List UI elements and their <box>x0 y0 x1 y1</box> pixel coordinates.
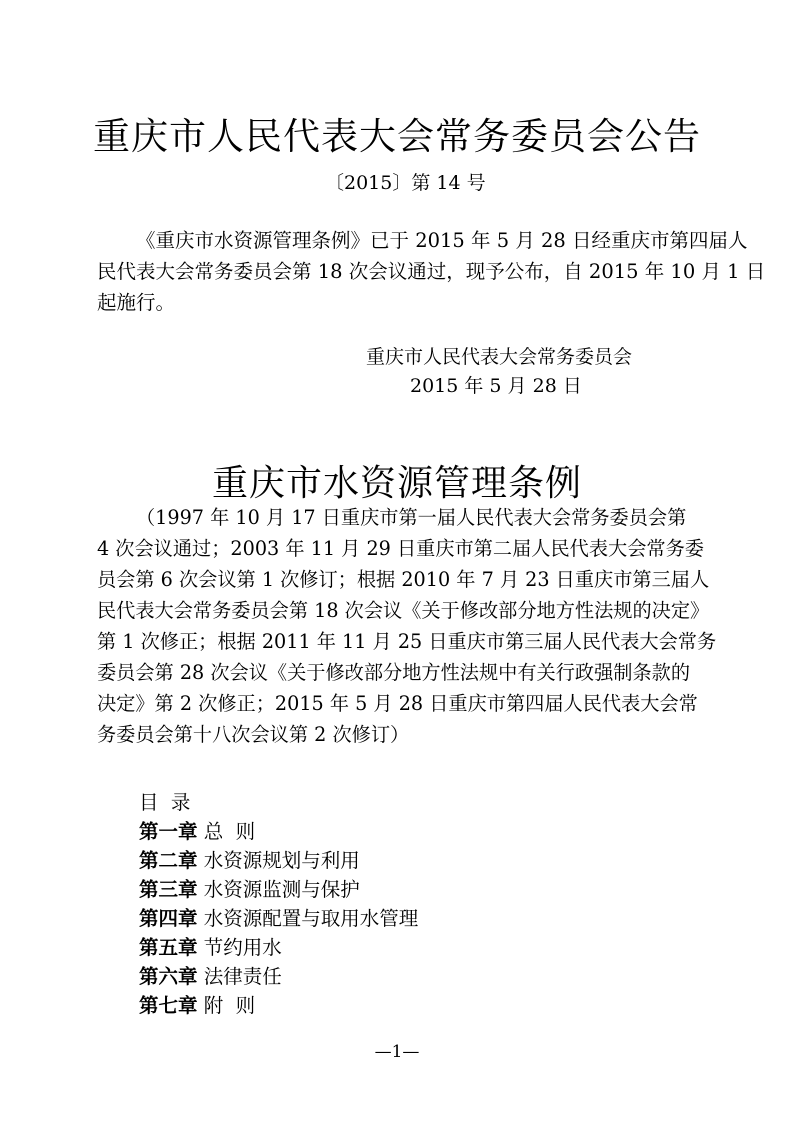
toc-chapter: 第二章 <box>139 849 198 872</box>
history-line-5: 第 1 次修正；根据 2011 年 11 月 25 日重庆市第三届人民代表大会常务 <box>97 630 717 653</box>
toc-chapter-title: 附 则 <box>203 994 256 1017</box>
history-line-1: （1997 年 10 月 17 日重庆市第一届人民代表大会常务委员会第 <box>136 506 687 529</box>
history-line-2: 4 次会议通过；2003 年 11 月 29 日重庆市第二届人民代表大会常务委 <box>97 537 704 560</box>
body-line-3: 起施行。 <box>97 291 176 314</box>
toc-item <box>139 962 418 991</box>
toc-chapter-title: 水资源监测与保护 <box>203 878 360 901</box>
toc-heading: 目 录 <box>139 791 191 814</box>
history-line-6: 委员会第 28 次会议《关于修改部分地方性法规中有关行政强制条款的 <box>97 661 691 684</box>
history-line-4: 民代表大会常务委员会第 18 次会议《关于修改部分地方性法规的决定》 <box>97 599 710 622</box>
toc-chapter: 第五章 <box>139 936 198 959</box>
toc-chapter-title: 节约用水 <box>203 936 282 959</box>
toc-item <box>139 817 418 846</box>
history-line-7: 决定》第 2 次修正；2015 年 5 月 28 日重庆市第四届人民代表大会常 <box>97 692 698 715</box>
toc-item <box>139 991 418 1020</box>
body-line-1: 《重庆市水资源管理条例》已于 2015 年 5 月 28 日经重庆市第四届人 <box>136 229 748 252</box>
signature-org: 重庆市人民代表大会常务委员会 <box>366 346 633 368</box>
regulation-history <box>97 502 716 750</box>
toc-chapter: 第七章 <box>139 994 198 1017</box>
document-number: 〔2015〕第 14 号 <box>325 172 486 194</box>
toc-chapter: 第一章 <box>139 820 198 843</box>
body-line-2: 民代表大会常务委员会第 18 次会议通过，现予公布，自 2015 年 10 月 1 日 <box>97 260 766 283</box>
table-of-contents <box>139 788 418 1020</box>
toc-chapter-title: 法律责任 <box>203 965 282 988</box>
history-line-3: 员会第 6 次会议第 1 次修订；根据 2010 年 7 月 23 日重庆市第三届人 <box>97 568 710 591</box>
toc-chapter-title: 水资源配置与取用水管理 <box>203 907 419 930</box>
toc-item <box>139 904 418 933</box>
announcement-body <box>97 225 766 318</box>
toc-chapter: 第六章 <box>139 965 198 988</box>
toc-chapter: 第四章 <box>139 907 198 930</box>
announcement-title: 重庆市人民代表大会常务委员会公告 <box>93 115 701 158</box>
toc-item <box>139 933 418 962</box>
toc-item <box>139 846 418 875</box>
signature-date: 2015 年 5 月 28 日 <box>410 375 582 397</box>
toc-chapter-title: 总 则 <box>203 820 256 843</box>
toc-chapter-title: 水资源规划与利用 <box>203 849 360 872</box>
history-line-8: 务委员会第十八次会议第 2 次修订） <box>97 723 410 746</box>
regulation-title: 重庆市水资源管理条例 <box>211 463 582 504</box>
toc-item <box>139 875 418 904</box>
page-number: —1— <box>374 1042 420 1062</box>
toc-chapter: 第三章 <box>139 878 198 901</box>
